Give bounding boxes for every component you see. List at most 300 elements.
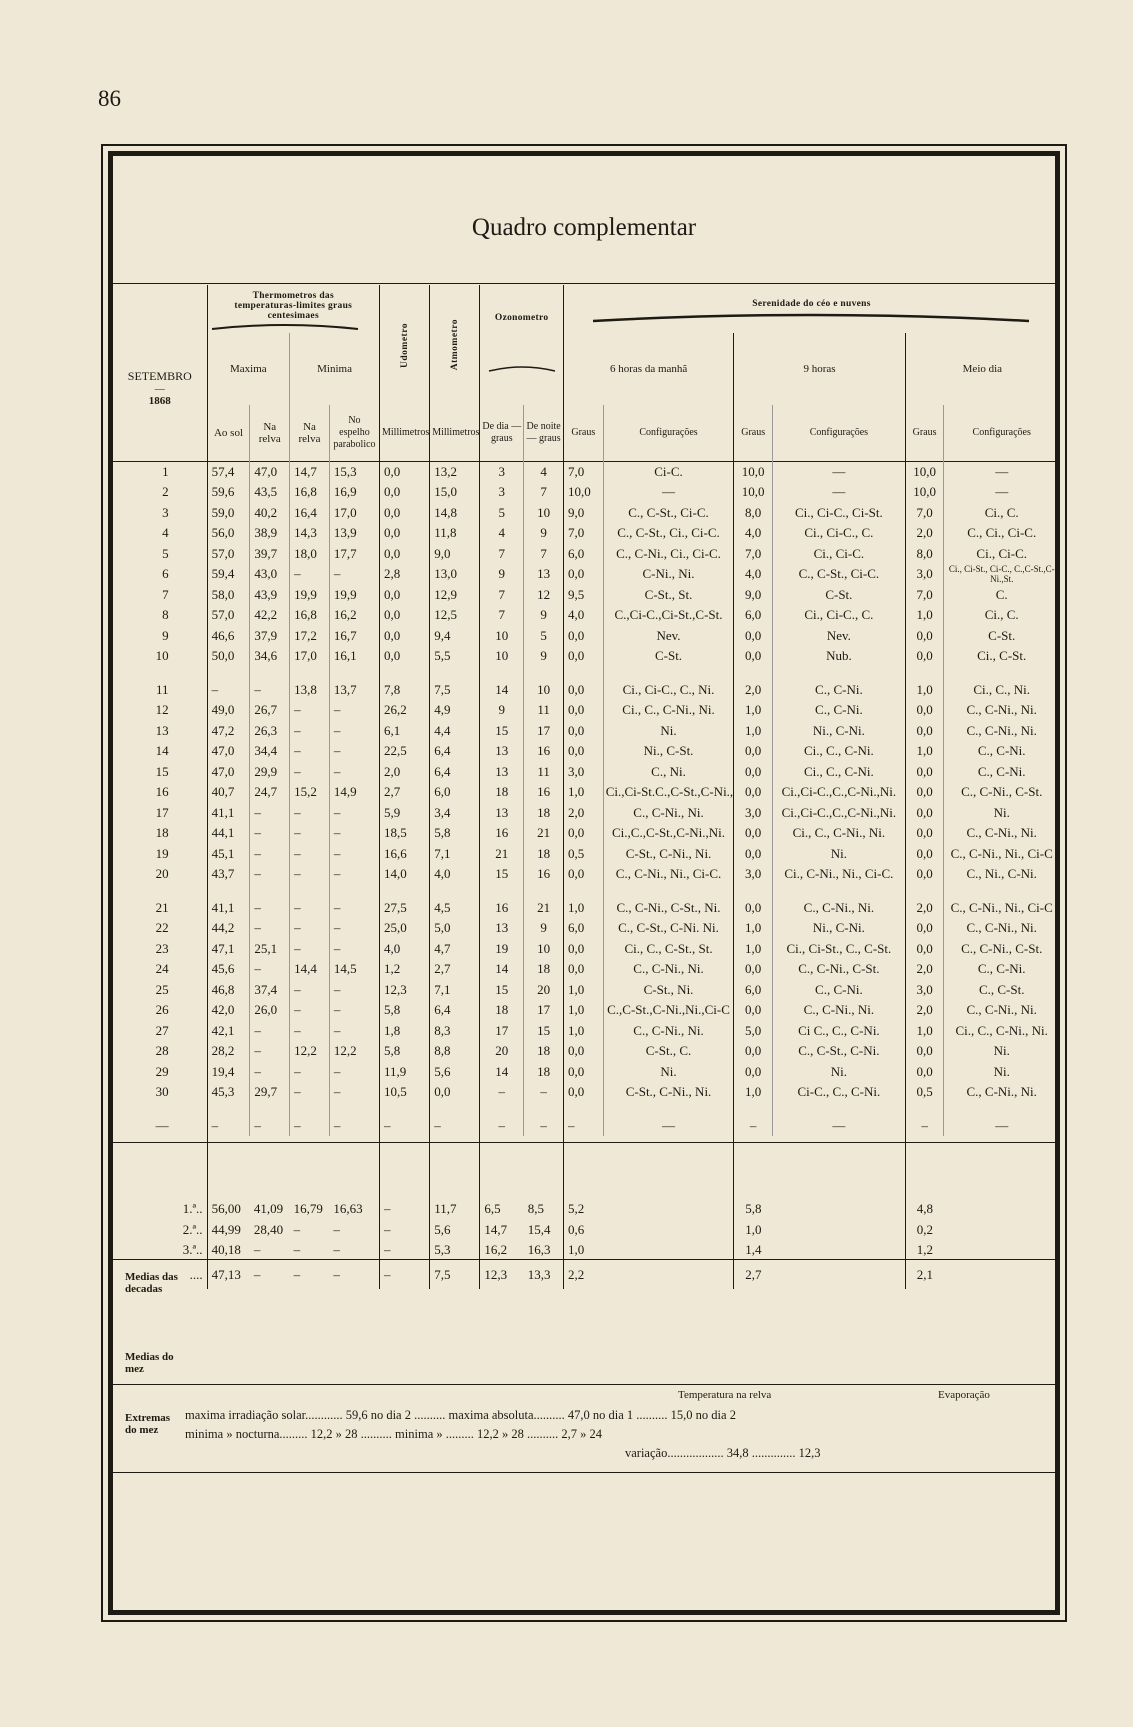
value-cell: 0,0 — [563, 864, 603, 885]
col-milli-1: Millimetros — [382, 426, 430, 438]
value-cell: C., C-Ni. — [773, 680, 906, 701]
value-cell: 14,4 — [290, 959, 330, 980]
value-cell: 57,0 — [207, 605, 250, 626]
value-cell: – — [290, 762, 330, 783]
value-cell: Ci.,Ci-St.C.,C-St.,C-Ni., — [603, 782, 734, 803]
value-cell: 0,0 — [734, 959, 773, 980]
value-cell: – — [329, 898, 379, 919]
value-cell: – — [563, 1116, 603, 1137]
value-cell: 11,7 — [430, 1199, 480, 1220]
day-cell: 17 — [155, 804, 169, 820]
value-cell: 0,0 — [563, 646, 603, 667]
value-cell: – — [380, 1116, 430, 1137]
value-cell: C., C-Ni. — [944, 762, 1059, 783]
year-label: 1868 — [148, 394, 171, 407]
table-row — [113, 1021, 1059, 1042]
value-cell: Ci., C., C-Ni., Ni. — [603, 700, 734, 721]
value-cell: C., C-Ni., C-St., Ni. — [603, 898, 734, 919]
day-cell: 12 — [155, 702, 169, 718]
value-cell: 0,0 — [563, 1062, 603, 1083]
value-cell: 14,7 — [290, 461, 330, 482]
value-cell: – — [253, 1242, 261, 1258]
value-cell: 9,5 — [563, 585, 603, 606]
table-frame — [101, 144, 1067, 1622]
value-cell: 2,0 — [563, 803, 603, 824]
value-cell: 18,5 — [380, 823, 430, 844]
value-cell: – — [207, 1116, 250, 1137]
value-cell: C., C-St. — [944, 980, 1059, 1001]
value-cell: 2,2 — [563, 1261, 603, 1289]
value-cell: – — [329, 939, 379, 960]
value-cell: 0,0 — [905, 823, 944, 844]
month-label: SETEMBRO — [127, 368, 192, 383]
value-cell: C., C-Ni., Ni. — [944, 823, 1059, 844]
value-cell: 5,8 — [380, 1000, 430, 1021]
value-cell: .... — [189, 1266, 203, 1282]
value-cell: C., C-St., Ci-C. — [773, 564, 906, 585]
value-cell: 3,0 — [563, 762, 603, 783]
value-cell: – — [250, 959, 290, 980]
value-cell: – — [524, 1116, 564, 1137]
value-cell: 2,0 — [380, 762, 430, 783]
value-cell: Ci., Ci-C., Ci-St. — [773, 503, 906, 524]
value-cell: – — [329, 803, 379, 824]
value-cell: 0,0 — [380, 461, 430, 482]
table-row — [113, 741, 1059, 762]
value-cell: 17,0 — [290, 646, 330, 667]
value-cell: 10,0 — [563, 482, 603, 503]
value-cell: 42,2 — [250, 605, 290, 626]
day-cell: 29 — [155, 1063, 169, 1079]
value-cell: 7,0 — [734, 544, 773, 565]
value-cell: 26,3 — [250, 721, 290, 742]
value-cell: C., C-Ni. — [773, 980, 906, 1001]
value-cell: 15,3 — [329, 461, 379, 482]
value-cell: 29,9 — [250, 762, 290, 783]
value-cell: – — [329, 844, 379, 865]
value-cell: – — [290, 1000, 330, 1021]
value-cell: 1,0 — [734, 1082, 773, 1103]
table-row — [113, 626, 1059, 647]
value-cell: 1,0 — [734, 939, 773, 960]
value-cell: 8,5 — [527, 1201, 544, 1217]
day-cell: 22 — [155, 920, 169, 936]
value-cell: 2,0 — [905, 523, 944, 544]
value-cell: 43,9 — [250, 585, 290, 606]
extremas-line-3: variação.................. 34,8 .............. 12,3 — [625, 1446, 821, 1460]
col-milli-2: Millimetros — [432, 426, 480, 438]
value-cell: 5,5 — [430, 646, 480, 667]
value-cell: 19,9 — [290, 585, 330, 606]
noon-header: Meio dia — [962, 363, 1003, 375]
value-cell: 0,0 — [380, 626, 430, 647]
value-cell: – — [290, 741, 330, 762]
value-cell: — — [773, 1116, 906, 1137]
value-cell: 4,7 — [430, 939, 480, 960]
value-cell: 3,0 — [734, 864, 773, 885]
table-row — [113, 564, 1059, 585]
value-cell: Ci., C., Ni. — [944, 680, 1059, 701]
value-cell: – — [290, 721, 330, 742]
value-cell: 12,2 — [290, 1041, 330, 1062]
value-cell: 18 — [480, 782, 524, 803]
value-cell: 28,2 — [207, 1041, 250, 1062]
value-cell: 0,2 — [905, 1220, 944, 1241]
value-cell: C., C-Ni., Ni. — [944, 1000, 1059, 1021]
value-cell: 15,0 — [430, 482, 480, 503]
day-cell: 18 — [155, 825, 169, 841]
medias-row — [113, 1240, 1059, 1261]
value-cell: – — [250, 918, 290, 939]
day-cell: 30 — [155, 1084, 169, 1100]
day-cell: 24 — [155, 961, 169, 977]
value-cell: Ni. — [944, 1062, 1059, 1083]
col-graus-9h: Graus — [741, 426, 766, 438]
value-cell: 7,0 — [905, 585, 944, 606]
value-cell: – — [290, 564, 330, 585]
value-cell: C., C-Ni., C-St. — [944, 782, 1059, 803]
value-cell: 0,0 — [734, 741, 773, 762]
value-cell: – — [380, 1240, 430, 1261]
value-cell: – — [329, 1000, 379, 1021]
value-cell: 0,0 — [430, 1082, 480, 1103]
value-cell: 9 — [524, 918, 564, 939]
value-cell: 2,0 — [905, 959, 944, 980]
value-cell: 19 — [480, 939, 524, 960]
value-cell: — — [773, 461, 906, 482]
value-cell: 9 — [480, 700, 524, 721]
value-cell: – — [905, 1116, 944, 1137]
value-cell: 14 — [480, 680, 524, 701]
ozonometer-header: Ozonometro — [494, 313, 549, 323]
table-row — [113, 939, 1059, 960]
day-cell: 27 — [155, 1022, 169, 1038]
table-body — [113, 461, 1059, 1289]
value-cell: 1,0 — [734, 1220, 773, 1241]
sky-header: Serenidade do céo e nuvens — [752, 299, 871, 309]
day-cell: 7 — [162, 586, 169, 602]
value-cell: – — [290, 803, 330, 824]
value-cell: – — [380, 1220, 430, 1241]
table-row — [113, 864, 1059, 885]
value-cell: 2,1 — [905, 1261, 944, 1289]
value-cell: 46,8 — [207, 980, 250, 1001]
col-na-relva: Na relva — [258, 420, 281, 445]
table-row — [113, 898, 1059, 919]
value-cell: 16,2 — [480, 1240, 524, 1261]
value-cell: 14,5 — [329, 959, 379, 980]
value-cell: 0,0 — [905, 1041, 944, 1062]
value-cell: Ci., C., C-St., St. — [603, 939, 734, 960]
table-row — [113, 959, 1059, 980]
table-row — [113, 1041, 1059, 1062]
value-cell: C-St., Ni. — [603, 980, 734, 1001]
value-cell: 18,0 — [290, 544, 330, 565]
brace-icon — [487, 363, 557, 373]
day-cell: 25 — [155, 981, 169, 997]
value-cell: 47,0 — [207, 762, 250, 783]
value-cell: 18 — [524, 1041, 564, 1062]
medias-row — [113, 1220, 1059, 1241]
value-cell: 14,8 — [430, 503, 480, 524]
value-cell: 5,8 — [380, 1041, 430, 1062]
value-cell: 6,0 — [734, 980, 773, 1001]
value-cell: C., C-St., Ci-C. — [603, 503, 734, 524]
value-cell: 3,4 — [430, 803, 480, 824]
value-cell: 40,7 — [207, 782, 250, 803]
medias-mez-label: Medias do mez — [125, 1351, 174, 1375]
value-cell: 11 — [524, 700, 564, 721]
day-cell: — — [155, 1117, 169, 1133]
value-cell: – — [329, 762, 379, 783]
value-cell: – — [250, 864, 290, 885]
value-cell: 50,0 — [207, 646, 250, 667]
value-cell: 26,2 — [380, 700, 430, 721]
value-cell: — — [944, 461, 1059, 482]
value-cell: – — [290, 980, 330, 1001]
value-cell: 29,7 — [250, 1082, 290, 1103]
value-cell: 10 — [524, 939, 564, 960]
value-cell: – — [290, 844, 330, 865]
value-cell: 1,2 — [380, 959, 430, 980]
day-cell: 20 — [155, 866, 169, 882]
value-cell: – — [329, 1021, 379, 1042]
value-cell: 56,0 — [207, 523, 250, 544]
value-cell: Ni. — [603, 721, 734, 742]
value-cell: 0,0 — [905, 782, 944, 803]
value-cell: 10,0 — [905, 482, 944, 503]
value-cell: 0,0 — [380, 605, 430, 626]
value-cell: 18 — [524, 959, 564, 980]
table-row — [113, 918, 1059, 939]
value-cell: – — [250, 680, 290, 701]
value-cell: C., C-Ni., Ni. — [603, 1021, 734, 1042]
table-row — [113, 482, 1059, 503]
value-cell: Ci., Ci-St., C., C-St. — [773, 939, 906, 960]
value-cell: 0,5 — [905, 1082, 944, 1103]
value-cell: 25,0 — [380, 918, 430, 939]
value-cell: 13,9 — [329, 523, 379, 544]
value-cell: Ni., C-St. — [603, 741, 734, 762]
value-cell: 18 — [480, 1000, 524, 1021]
value-cell: 20 — [480, 1041, 524, 1062]
atmometer-header: Atmometro — [449, 319, 460, 371]
value-cell: 6,0 — [563, 544, 603, 565]
value-cell: – — [253, 1266, 261, 1282]
value-cell: 0,0 — [905, 864, 944, 885]
value-cell: 12 — [524, 585, 564, 606]
value-cell: 0,0 — [380, 585, 430, 606]
value-cell: C. — [944, 585, 1059, 606]
value-cell: 41,1 — [207, 898, 250, 919]
value-cell: 0,6 — [563, 1220, 603, 1241]
value-cell: 10 — [524, 503, 564, 524]
value-cell: 7 — [524, 482, 564, 503]
thermometers-header: Thermometros das temperaturas-limites graus centesimaes — [234, 291, 353, 321]
value-cell: 0,0 — [905, 844, 944, 865]
value-cell: – — [250, 823, 290, 844]
value-cell: 47,0 — [207, 741, 250, 762]
value-cell: 6,4 — [430, 741, 480, 762]
value-cell: 14,7 — [480, 1220, 524, 1241]
value-cell: – — [329, 864, 379, 885]
maxima-header: Maxima — [230, 363, 267, 375]
value-cell: Ni. — [773, 844, 906, 865]
value-cell: – — [250, 1062, 290, 1083]
value-cell: 47,1 — [207, 939, 250, 960]
value-cell: 15,2 — [290, 782, 330, 803]
value-cell: 43,5 — [250, 482, 290, 503]
value-cell: 40,2 — [250, 503, 290, 524]
table-row — [113, 1082, 1059, 1103]
value-cell: 13 — [524, 564, 564, 585]
value-cell: Nub. — [773, 646, 906, 667]
value-cell: 34,6 — [250, 646, 290, 667]
value-cell: Ci., Ci-C. — [944, 544, 1059, 565]
value-cell: 15 — [524, 1021, 564, 1042]
value-cell: Ci., C-St. — [944, 646, 1059, 667]
value-cell: 2,8 — [380, 564, 430, 585]
value-cell: 6,4 — [430, 762, 480, 783]
value-cell: 16,7 — [329, 626, 379, 647]
value-cell: 57,0 — [207, 544, 250, 565]
day-cell: 9 — [162, 627, 169, 643]
value-cell: 11,8 — [430, 523, 480, 544]
day-cell: 23 — [155, 940, 169, 956]
value-cell: 14 — [480, 959, 524, 980]
value-cell: 17,2 — [290, 626, 330, 647]
value-cell: Ci C., C., C-Ni. — [773, 1021, 906, 1042]
value-cell: C-St. — [773, 585, 906, 606]
value-cell: 37,4 — [250, 980, 290, 1001]
value-cell: 15,4 — [527, 1221, 551, 1237]
value-cell: — — [944, 482, 1059, 503]
value-cell: 16,4 — [290, 503, 330, 524]
value-cell: 0,0 — [905, 721, 944, 742]
value-cell: 3.ª.. — [182, 1242, 203, 1258]
value-cell: 6,0 — [734, 605, 773, 626]
value-cell: Ci., Ci-St., Ci-C., C.,C-St.,C-Ni.,St. — [944, 564, 1059, 585]
value-cell: – — [380, 1261, 430, 1289]
value-cell — [944, 1220, 1059, 1241]
value-cell: 1.ª.. — [182, 1201, 203, 1217]
value-cell: 7,1 — [430, 980, 480, 1001]
value-cell: 14,3 — [290, 523, 330, 544]
value-cell: 16 — [480, 823, 524, 844]
col-na-relva-min: Na relva — [298, 420, 321, 445]
value-cell: – — [524, 1082, 564, 1103]
value-cell: 0,0 — [380, 523, 430, 544]
value-cell: 0,5 — [563, 844, 603, 865]
value-cell: 6,1 — [380, 721, 430, 742]
value-cell: 1,0 — [563, 1021, 603, 1042]
value-cell: 8,0 — [905, 544, 944, 565]
value-cell: 6,0 — [430, 782, 480, 803]
value-cell: – — [380, 1199, 430, 1220]
value-cell — [773, 1240, 906, 1261]
value-cell: 16,9 — [329, 482, 379, 503]
value-cell: 42,0 — [207, 1000, 250, 1021]
value-cell: 44,2 — [207, 918, 250, 939]
value-cell: – — [333, 1221, 340, 1237]
value-cell: C., Ni., C-Ni. — [944, 864, 1059, 885]
value-cell: 14,9 — [329, 782, 379, 803]
value-cell: 1,0 — [563, 782, 603, 803]
value-cell: C.,Ci-C.,Ci-St.,C-St. — [603, 605, 734, 626]
table-row — [113, 585, 1059, 606]
value-cell: Ci-C., C., C-Ni. — [773, 1082, 906, 1103]
day-cell: 28 — [155, 1043, 169, 1059]
page-number: 86 — [98, 86, 121, 111]
value-cell: – — [250, 803, 290, 824]
value-cell: C., C-Ni., Ni. — [944, 1082, 1059, 1103]
value-cell: 1,0 — [734, 700, 773, 721]
value-cell: 3,0 — [905, 980, 944, 1001]
value-cell: 45,6 — [207, 959, 250, 980]
day-cell: 5 — [162, 545, 169, 561]
value-cell: 4,8 — [905, 1199, 944, 1220]
day-cell: 11 — [156, 681, 169, 697]
value-cell: Ci., Ci-C. — [773, 544, 906, 565]
table-row — [113, 803, 1059, 824]
value-cell: 16,8 — [290, 605, 330, 626]
value-cell: C., C-Ni., Ni., Ci-C. — [603, 864, 734, 885]
value-cell: C., C-Ni. — [944, 959, 1059, 980]
value-cell: C., C-Ni., Ni. — [603, 803, 734, 824]
value-cell: 12,3 — [480, 1261, 524, 1289]
value-cell: 4,0 — [380, 939, 430, 960]
value-cell: 5,2 — [563, 1199, 603, 1220]
value-cell: 41,09 — [253, 1201, 284, 1217]
value-cell: 0,0 — [380, 482, 430, 503]
value-cell: 2,0 — [905, 1000, 944, 1021]
value-cell: 57,4 — [207, 461, 250, 482]
value-cell: 4,0 — [430, 864, 480, 885]
value-cell: 5,9 — [380, 803, 430, 824]
col-config-9h: Configurações — [809, 426, 869, 438]
value-cell: — — [773, 482, 906, 503]
value-cell: 4,0 — [734, 564, 773, 585]
value-cell: 4 — [524, 461, 564, 482]
value-cell: C., C-Ni., Ni. — [773, 1000, 906, 1021]
brace-icon — [210, 321, 360, 333]
value-cell: 16,2 — [329, 605, 379, 626]
value-cell: – — [290, 700, 330, 721]
value-cell: 16 — [524, 782, 564, 803]
value-cell — [603, 1261, 734, 1289]
value-cell: 5,8 — [734, 1199, 773, 1220]
value-cell: 0,0 — [905, 1062, 944, 1083]
value-cell: 0,0 — [563, 564, 603, 585]
value-cell: – — [734, 1116, 773, 1137]
value-cell — [944, 1261, 1059, 1289]
col-ao-sol: Ao sol — [213, 426, 243, 439]
value-cell: 2,7 — [380, 782, 430, 803]
value-cell: 0,0 — [380, 503, 430, 524]
value-cell: 18 — [524, 1062, 564, 1083]
value-cell: – — [290, 1082, 330, 1103]
value-cell: 1,0 — [563, 980, 603, 1001]
value-cell: 10,0 — [734, 461, 773, 482]
value-cell: 0,0 — [905, 626, 944, 647]
value-cell: 15 — [480, 721, 524, 742]
day-cell: 10 — [155, 648, 169, 664]
6h-header: 6 horas da manhã — [610, 363, 688, 375]
table-row — [113, 721, 1059, 742]
value-cell: 44,99 — [207, 1220, 250, 1241]
value-cell: 37,9 — [250, 626, 290, 647]
value-cell: 9 — [480, 564, 524, 585]
